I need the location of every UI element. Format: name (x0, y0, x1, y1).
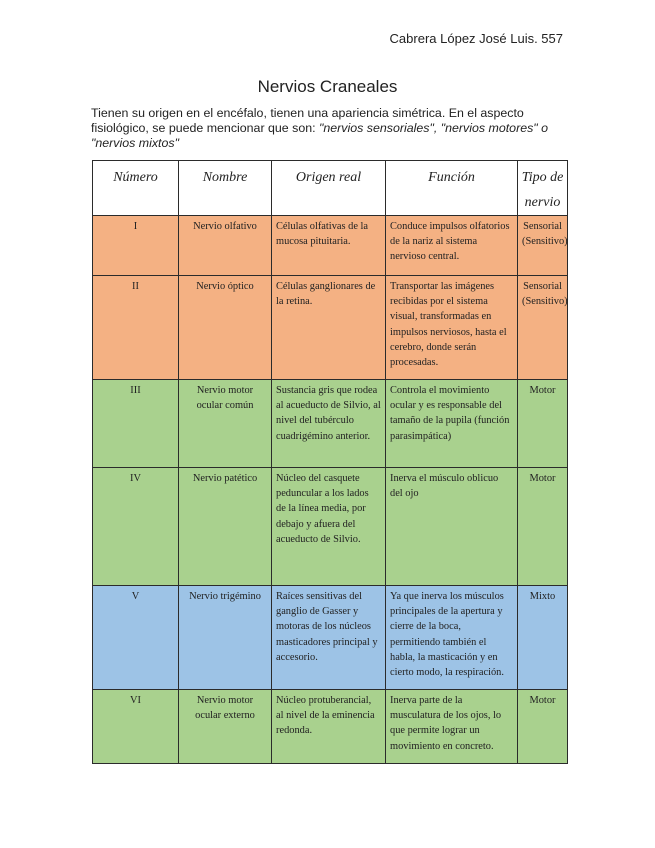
cell-origen: Células olfativas de la mucosa pituitaria. (272, 216, 386, 276)
cell-funcion: Transportar las imágenes recibidas por el sistema visual, transformadas en impulsos nerviosos, hasta el cerebro, donde serán procesadas. (386, 276, 518, 380)
table-row (93, 216, 568, 276)
cell-numero: I (93, 216, 179, 276)
table-header-row (93, 161, 568, 216)
cell-funcion: Inerva el músculo oblicuo del ojo (386, 468, 518, 586)
table-row (93, 586, 568, 690)
header-numero: Número (93, 161, 179, 216)
cell-tipo: Sensorial (Sensitivo) (518, 216, 568, 276)
cell-tipo: Sensorial (Sensitivo) (518, 276, 568, 380)
cell-nombre: Nervio trigémino (179, 586, 272, 690)
cell-numero: II (93, 276, 179, 380)
cell-origen: Células ganglionares de la retina. (272, 276, 386, 380)
table-row (93, 380, 568, 468)
cell-numero: IV (93, 468, 179, 586)
cell-nombre: Nervio motor ocular común (179, 380, 272, 468)
cell-funcion: Inerva parte de la musculatura de los ojos, lo que permite lograr un movimiento en concreto. (386, 690, 518, 764)
cell-origen: Raíces sensitivas del ganglio de Gasser y motoras de los núcleos masticadores principal y accesorio. (272, 586, 386, 690)
page-title: Nervios Craneales (257, 77, 398, 96)
cell-nombre: Nervio patético (179, 468, 272, 586)
header-funcion: Función (386, 161, 518, 216)
intro-text: Tienen su origen en el encéfalo, tienen una apariencia simétrica. En el aspecto fisiológico, se puede mencionar que son: (91, 106, 524, 135)
cranial-nerves-table (92, 160, 568, 764)
header-tipo: Tipo de nervio (518, 161, 568, 216)
cell-numero: VI (93, 690, 179, 764)
cell-nombre: Nervio motor ocular externo (179, 690, 272, 764)
header-nombre: Nombre (179, 161, 272, 216)
cell-origen: Sustancia gris que rodea al acueducto de Silvio, al nivel del tubérculo cuadrigémino anterior. (272, 380, 386, 468)
cell-origen: Núcleo del casquete peduncular a los lados de la línea media, por debajo y afuera del acueducto de Silvio. (272, 468, 386, 586)
cell-tipo: Mixto (518, 586, 568, 690)
cell-tipo: Motor (518, 690, 568, 764)
cell-funcion: Conduce impulsos olfatorios de la nariz al sistema nervioso central. (386, 216, 518, 276)
intro-paragraph (91, 106, 571, 151)
author-header: Cabrera López José Luis. 557 (389, 31, 563, 46)
cell-numero: V (93, 586, 179, 690)
table-row (93, 276, 568, 380)
table-row (93, 468, 568, 586)
cell-funcion: Controla el movimiento ocular y es responsable del tamaño de la pupila (función parasimpática) (386, 380, 518, 468)
intro-italic-text: "nervios sensoriales", "nervios motores" o "nervios mixtos" (91, 121, 549, 150)
header-origen: Origen real (272, 161, 386, 216)
cell-tipo: Motor (518, 468, 568, 586)
cell-nombre: Nervio óptico (179, 276, 272, 380)
table-row (93, 690, 568, 764)
cell-nombre: Nervio olfativo (179, 216, 272, 276)
cell-tipo: Motor (518, 380, 568, 468)
cell-numero: III (93, 380, 179, 468)
cell-funcion: Ya que inerva los músculos principales de la apertura y cierre de la boca, permitiendo también el habla, la masticación y en cierto modo, la respiración. (386, 586, 518, 690)
cell-origen: Núcleo protuberancial, al nivel de la eminencia redonda. (272, 690, 386, 764)
